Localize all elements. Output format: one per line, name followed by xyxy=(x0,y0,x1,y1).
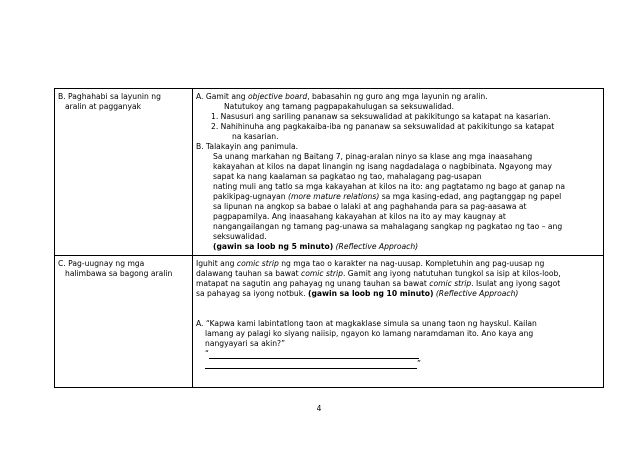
row-label-cell xyxy=(55,89,193,256)
row-label-cell xyxy=(55,256,193,388)
text: sa pahayag sa iyong notbuk. xyxy=(196,289,308,298)
text: Iguhit ang xyxy=(196,259,237,268)
instruction-line xyxy=(196,289,600,299)
paragraph-line: nating muli ang tatlo sa mga kakayahan at kilos na ito: ang pagtatamo ng bago at ganap na xyxy=(213,182,565,191)
paragraph-line: Sa unang markahan ng Baitang 7, pinag-aralan ninyo sa klase ang mga inaasahang xyxy=(213,152,533,161)
row-label: C. Pag-uugnay ng mga xyxy=(58,259,145,268)
answer-line xyxy=(196,359,600,369)
table-row xyxy=(55,256,604,388)
close-quote: ” xyxy=(417,359,421,368)
objective-board-line xyxy=(196,92,600,102)
lesson-plan-table xyxy=(54,88,604,388)
objective-item-continued: na kasarian. xyxy=(232,132,279,141)
text: ng mga tao o karakter na nag-uusap. Kompletuhin ang pag-uusap ng xyxy=(278,259,545,268)
text: A. Gamit ang xyxy=(196,92,249,101)
open-quote: “ xyxy=(205,349,209,358)
paragraph-line xyxy=(196,192,600,202)
spacer xyxy=(196,309,600,319)
paragraph-line: pagpapamilya. Ang inaasahang kakayahan at kilos na ito ay may kaugnay at xyxy=(213,212,506,221)
instruction-line xyxy=(196,259,600,269)
objective-line: Natutukoy ang tamang pagpapakahulugan sa seksuwalidad. xyxy=(224,102,455,111)
row-content-cell xyxy=(193,256,604,388)
table-row xyxy=(55,89,604,256)
text: , babasahin ng guro ang mga layunin ng aralin. xyxy=(307,92,488,101)
time-note xyxy=(196,242,600,252)
text: matapat na sagutin ang pahayag ng unang tauhan sa bawat xyxy=(196,279,430,288)
objective-item: 1. Nasusuri ang sariling pananaw sa seksuwalidad at pakikitungo sa katapat na kasarian. xyxy=(211,112,551,121)
page-number: 4 xyxy=(316,404,322,413)
text: dalawang tauhan sa bawat xyxy=(196,269,302,278)
scenario-line: nangyayari sa akin?” xyxy=(205,339,286,348)
approach-label: (Reflective Approach) xyxy=(335,242,419,251)
text: sa mga kasing-edad, ang pagtanggap ng papel xyxy=(379,192,562,201)
italic-term: (more mature relations) xyxy=(288,192,380,201)
italic-term: comic strip xyxy=(301,269,343,278)
paragraph-line: kakayahan at kilos na dapat linangin ng isang nagdadalaga o nagbibinata. Ngayong may xyxy=(213,162,552,171)
section-heading: B. Talakayin ang panimula. xyxy=(196,142,299,151)
answer-line xyxy=(196,349,600,359)
text: . Gamit ang iyong natutuhan tungkol sa isip at kilos-loob, xyxy=(342,269,561,278)
row-label-continued: aralin at pagganyak xyxy=(65,102,142,111)
scenario-line: A. “Kapwa kami labintatlong taon at magkaklase simula sa unang taon ng hayskul. Kailan xyxy=(196,319,537,328)
answer-blank xyxy=(209,350,419,359)
text: . Isulat ang iyong sagot xyxy=(471,279,561,288)
instruction-line xyxy=(196,279,600,289)
text: pakikipag-ugnayan xyxy=(213,192,288,201)
paragraph-line: nangangailangan ng tamang pag-unawa sa mahalagang sangkap ng pagkatao ng tao – ang xyxy=(213,222,563,231)
instruction-line xyxy=(196,269,600,279)
spacer xyxy=(196,299,600,309)
objective-item: 2. Nahihinuha ang pagkakaiba-iba ng pananaw sa seksuwalidad at pakikitungo sa katapat xyxy=(211,122,555,131)
time-duration: (gawin sa loob ng 10 minuto) xyxy=(307,289,434,298)
answer-blank xyxy=(205,360,417,369)
approach-label: (Reflective Approach) xyxy=(435,289,519,298)
paragraph-line: seksuwalidad. xyxy=(213,232,267,241)
row-content-cell xyxy=(193,89,604,256)
paragraph-line: sa lipunan na angkop sa babae o lalaki at ang paghahanda para sa pag-aasawa at xyxy=(213,202,527,211)
italic-term: comic strip xyxy=(236,259,279,268)
paragraph-line: sapat ka nang kaalaman sa pagkatao ng tao, mahalagang pag-usapan xyxy=(213,172,482,181)
italic-term: objective board xyxy=(248,92,308,101)
italic-term: comic strip xyxy=(429,279,472,288)
scenario-line: lamang ay palagi ko siyang naiisip, ngayon ko lamang naramdaman ito. Ano kaya ang xyxy=(205,329,534,338)
row-label-continued: halimbawa sa bagong aralin xyxy=(65,269,173,278)
time-duration: (gawin sa loob ng 5 minuto) xyxy=(213,242,334,251)
row-label: B. Paghahabi sa layunin ng xyxy=(58,92,161,101)
